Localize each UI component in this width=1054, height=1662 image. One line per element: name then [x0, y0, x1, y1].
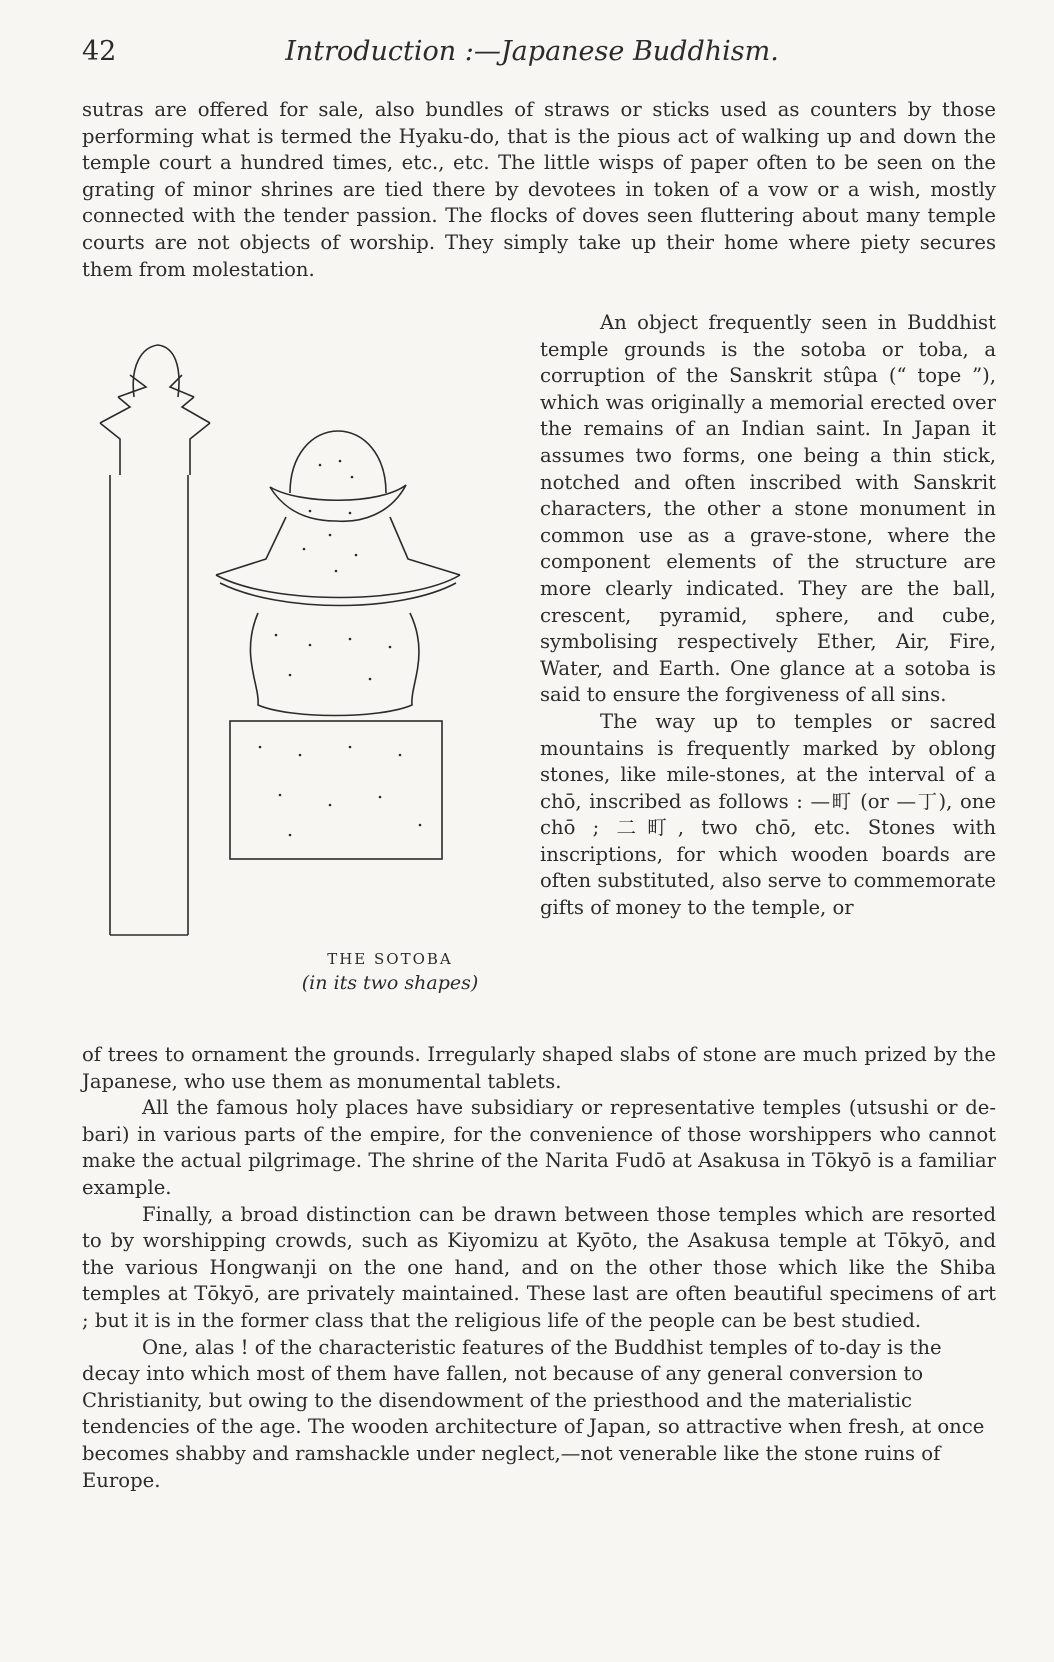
paragraph: Finally, a broad distinction can be drawn between those temples which are resorted to by worshipping crowds, such as Kiyomizu at Kyōto, the Asakusa temple at Tōkyō, and the various Hongwanji on the one hand, and on the other those which like the Shiba temples at Tōkyō, are privately maintained. These last are often beautiful specimens of art ; but it is in the former class that the religious life of the people can be best studied.	[82, 1202, 996, 1332]
sotoba-figure	[90, 335, 510, 1015]
caption-title: THE SOTOBA	[327, 950, 453, 968]
text-block-top	[82, 97, 996, 283]
stone-texture-dots	[259, 460, 422, 837]
paragraph: sutras are offered for sale, also bundles of straws or sticks used as counters by those performing what is termed the Hyaku-do, that is the pious act of walking up and down the temple court a hundred times, etc., etc. The little wisps of paper often to be seen on the grating of minor shrines are tied there by devotees in token of a vow or a wish, mostly connected with the tender passion. The flocks of doves seen fluttering about many temple courts are not objects of worship. They simply take up their home where piety secures them from molestation.	[82, 98, 996, 281]
text-block-bottom	[82, 1042, 996, 1494]
paragraph: of trees to ornament the grounds. Irregularly shaped slabs of stone are much prized by the Japanese, who use them as monumental tablets.	[82, 1043, 996, 1093]
running-title: Introduction :—Japanese Buddhism.	[285, 36, 779, 67]
paragraph: All the famous holy places have subsidiary or representative temples (utsushi or de-bari) in various parts of the empire, for the convenience of those worshippers who cannot make the actual pilgrimage. The shrine of the Narita Fudō at Asakusa in Tōkyō is a familiar example.	[82, 1096, 996, 1199]
paragraph: One, alas ! of the characteristic features of the Buddhist temples of to-day is the decay into which most of them have fallen, not because of any general conversion to Christianity, but owing to the disendowment of the priesthood and the materialistic tendencies of the age. The wooden architecture of Japan, so attractive when fresh, at once becomes shabby and ramshackle under neglect,—not venerable like the stone ruins of Europe.	[82, 1335, 985, 1492]
paragraph: The way up to temples or sacred mountains is frequently marked by oblong stones, like mile-stones, at the interval of a chō, inscribed as follows : —町 (or —丁), one chō ; 二町, two chō, etc. Stones with inscriptions, for which wooden boards are often substituted, also serve to commemorate gifts of money to the temple, or	[540, 709, 996, 920]
paragraph: An object frequently seen in Buddhist temple grounds is the sotoba or toba, a corruption of the Sanskrit stûpa (“ tope ”), which was originally a memorial erected over the remains of an Indian saint. In Japan it assumes two forms, one being a thin stick, notched and often inscribed with Sanskrit characters, the other a stone monument in common use as a grave-stone, where the component elements of the structure are more clearly indicated. They are the ball, crescent, pyramid, sphere, and cube, symbolising respectively Ether, Air, Fire, Water, and Earth. One glance at a sotoba is said to ensure the forgiveness of all sins.	[540, 311, 996, 707]
stone-sotoba-drawing	[216, 431, 460, 859]
text-block-right	[540, 310, 996, 922]
sotoba-illustration	[90, 335, 510, 975]
page-number: 42	[82, 36, 117, 67]
caption-subtitle: (in its two shapes)	[301, 972, 479, 994]
stick-sotoba-drawing	[100, 345, 210, 935]
page-header	[82, 36, 982, 76]
figure-caption	[270, 947, 510, 995]
